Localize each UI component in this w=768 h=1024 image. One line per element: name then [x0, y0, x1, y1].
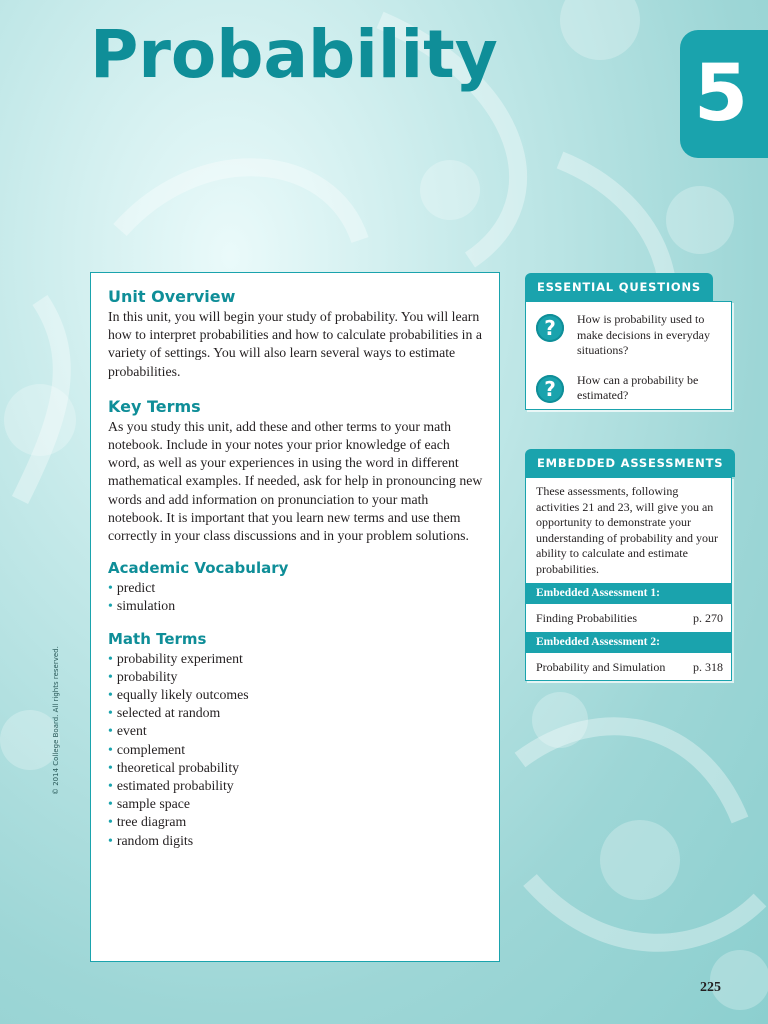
question-mark-icon: ?	[536, 314, 564, 342]
essential-question-item	[526, 363, 731, 408]
embedded-assessments-intro: These assessments, following activities 21 and 23, will give you an opportunity to demonstrate your understanding of probability and your ability to calculate and estimate probabilities.	[536, 484, 718, 576]
embedded-assessment-page: p. 318	[693, 660, 723, 674]
list-item: • probability experiment	[108, 650, 483, 668]
key-terms-text: As you study this unit, add these and other terms to your math notebook. Include in your notes your prior knowledge of each word, as well as your experiences in using the word in different mathematical examples. If needed, ask for help in pronouncing new words and add information on pronunciation to your math notebook. It is important that you learn new terms and use them correctly in your class discussions and in your problem solutions.	[108, 418, 483, 544]
academic-vocabulary-heading: Academic Vocabulary	[108, 559, 289, 578]
unit-overview-text: In this unit, you will begin your study of probability. You will learn how to interpret probabilities and how to calculate probabilities in a variety of settings. You will also learn several ways to estimate probabilities.	[108, 309, 482, 379]
embedded-assessments-panel	[525, 477, 732, 681]
page-number: 225	[700, 980, 721, 995]
essential-question-text: How can a probability be estimated?	[577, 372, 699, 402]
essential-question-text: How is probability used to make decisions in everyday situations?	[577, 312, 710, 357]
embedded-assessment-label: Embedded Assessment 1:	[526, 583, 731, 604]
list-item: • tree diagram	[108, 813, 483, 831]
key-terms-heading: Key Terms	[108, 396, 201, 416]
essential-questions-panel	[525, 301, 732, 410]
unit-overview-panel	[90, 272, 500, 962]
list-item: • equally likely outcomes	[108, 686, 483, 704]
copyright-notice: © 2014 College Board. All rights reserved.	[52, 646, 60, 795]
unit-number-tab	[680, 30, 768, 158]
list-item: • simulation	[108, 597, 483, 615]
embedded-assessment-page: p. 270	[693, 611, 723, 625]
academic-vocabulary-list	[108, 579, 483, 615]
list-item: • predict	[108, 579, 483, 597]
list-item: • sample space	[108, 795, 483, 813]
embedded-assessment-row	[526, 653, 731, 681]
math-terms-list	[108, 650, 483, 850]
list-item: • theoretical probability	[108, 759, 483, 777]
embedded-assessments-tab: EMBEDDED ASSESSMENTS	[525, 449, 735, 477]
list-item: • event	[108, 722, 483, 740]
question-mark-icon: ?	[536, 375, 564, 403]
essential-questions-tab: ESSENTIAL QUESTIONS	[525, 273, 713, 301]
list-item: • random digits	[108, 832, 483, 850]
embedded-assessment-title: Finding Probabilities	[536, 611, 638, 625]
embedded-assessment-label: Embedded Assessment 2:	[526, 632, 731, 653]
list-item: • probability	[108, 668, 483, 686]
unit-overview-heading: Unit Overview	[108, 287, 236, 306]
page-title: Probability	[90, 16, 498, 93]
embedded-assessment-row	[526, 604, 731, 632]
essential-question-item	[526, 302, 731, 363]
list-item: • selected at random	[108, 704, 483, 722]
unit-number: 5	[693, 49, 749, 139]
embedded-assessment-title: Probability and Simulation	[536, 660, 666, 674]
list-item: • estimated probability	[108, 777, 483, 795]
math-terms-heading: Math Terms	[108, 629, 207, 648]
list-item: • complement	[108, 741, 483, 759]
